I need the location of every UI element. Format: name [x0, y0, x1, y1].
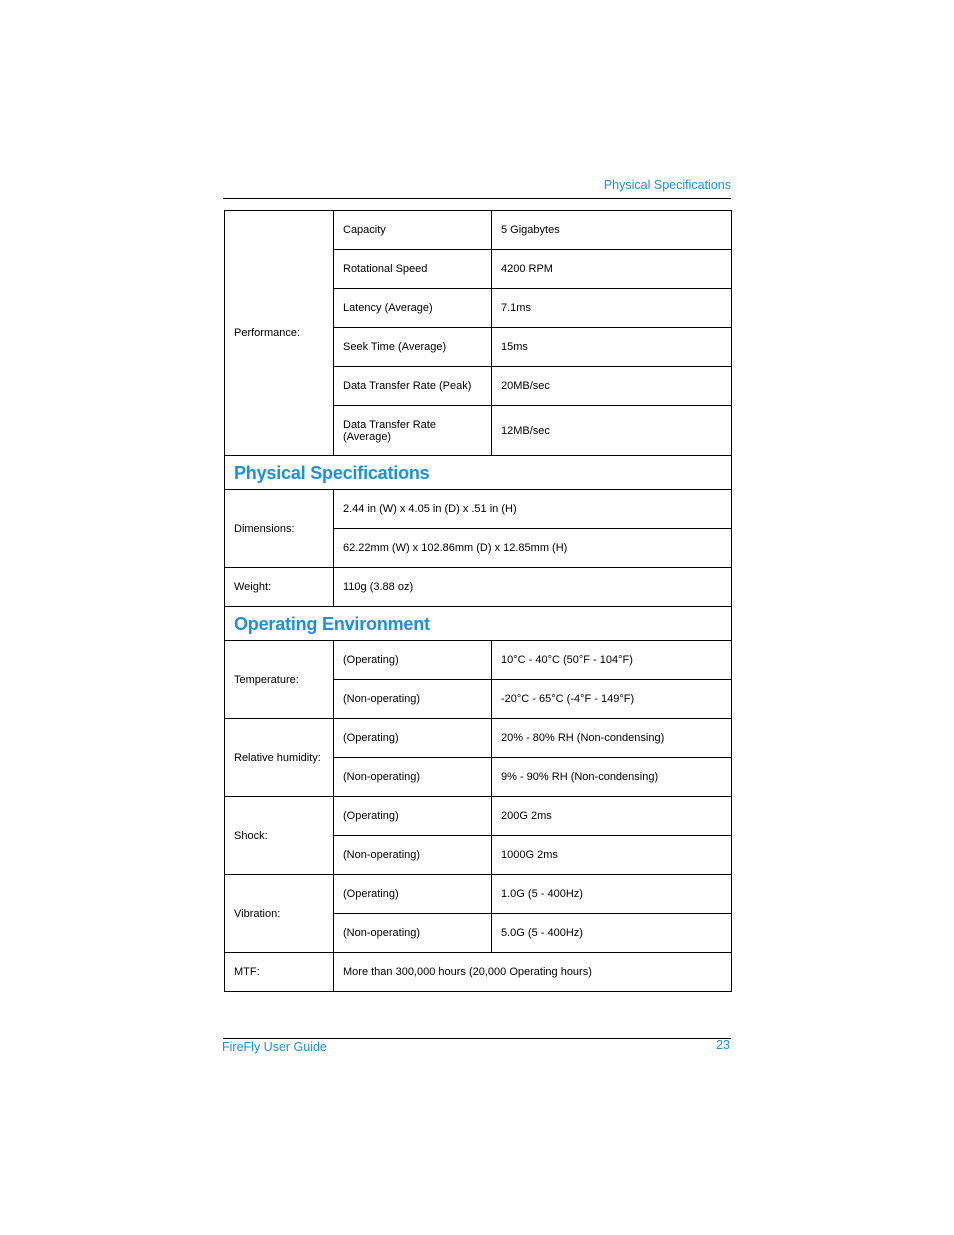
condition-value: 200G 2ms [492, 797, 732, 836]
table-row [225, 211, 732, 250]
mtf-value: More than 300,000 hours (20,000 Operating hours) [334, 953, 732, 992]
condition: (Non-operating) [334, 758, 492, 797]
condition: (Operating) [334, 797, 492, 836]
section-row [225, 607, 732, 641]
spec-name: Rotational Speed [334, 250, 492, 289]
table-row [225, 719, 732, 758]
spec-name: Seek Time (Average) [334, 328, 492, 367]
spec-name: Capacity [334, 211, 492, 250]
spec-value: 4200 RPM [492, 250, 732, 289]
condition-value: 5.0G (5 - 400Hz) [492, 914, 732, 953]
footer-rule [223, 1038, 731, 1039]
condition: (Non-operating) [334, 836, 492, 875]
section-row [225, 456, 732, 490]
page-number: 23 [716, 1038, 730, 1052]
table-row [225, 797, 732, 836]
spec-value: 12MB/sec [492, 406, 732, 456]
temperature-label: Temperature: [225, 641, 334, 719]
vibration-label: Vibration: [225, 875, 334, 953]
condition-value: 10°C - 40°C (50°F - 104°F) [492, 641, 732, 680]
operating-environment-heading: Operating Environment [225, 607, 732, 641]
spec-name: Latency (Average) [334, 289, 492, 328]
performance-label: Performance: [225, 211, 334, 456]
condition: (Operating) [334, 875, 492, 914]
condition-value: -20°C - 65°C (-4°F - 149°F) [492, 680, 732, 719]
footer-title: FireFly User Guide [222, 1040, 327, 1054]
condition: (Non-operating) [334, 680, 492, 719]
physical-specifications-heading: Physical Specifications [225, 456, 732, 490]
table-row [225, 641, 732, 680]
table-row [225, 953, 732, 992]
table-row [225, 568, 732, 607]
dimensions-label: Dimensions: [225, 490, 334, 568]
humidity-label: Relative humidity: [225, 719, 334, 797]
weight-label: Weight: [225, 568, 334, 607]
spec-name: Data Transfer Rate (Peak) [334, 367, 492, 406]
weight-value: 110g (3.88 oz) [334, 568, 732, 607]
shock-label: Shock: [225, 797, 334, 875]
condition: (Operating) [334, 641, 492, 680]
condition: (Non-operating) [334, 914, 492, 953]
spec-value: 5 Gigabytes [492, 211, 732, 250]
dimensions-metric: 62.22mm (W) x 102.86mm (D) x 12.85mm (H) [334, 529, 732, 568]
condition-value: 20% - 80% RH (Non-condensing) [492, 719, 732, 758]
spec-name: Data Transfer Rate (Average) [334, 406, 492, 456]
spec-table [224, 210, 732, 992]
dimensions-imperial: 2.44 in (W) x 4.05 in (D) x .51 in (H) [334, 490, 732, 529]
spec-value: 7.1ms [492, 289, 732, 328]
condition-value: 1000G 2ms [492, 836, 732, 875]
condition-value: 9% - 90% RH (Non-condensing) [492, 758, 732, 797]
spec-value: 15ms [492, 328, 732, 367]
table-row [225, 875, 732, 914]
condition-value: 1.0G (5 - 400Hz) [492, 875, 732, 914]
table-row [225, 490, 732, 529]
mtf-label: MTF: [225, 953, 334, 992]
running-header-title: Physical Specifications [603, 178, 731, 192]
header-rule [223, 198, 731, 199]
spec-value: 20MB/sec [492, 367, 732, 406]
condition: (Operating) [334, 719, 492, 758]
